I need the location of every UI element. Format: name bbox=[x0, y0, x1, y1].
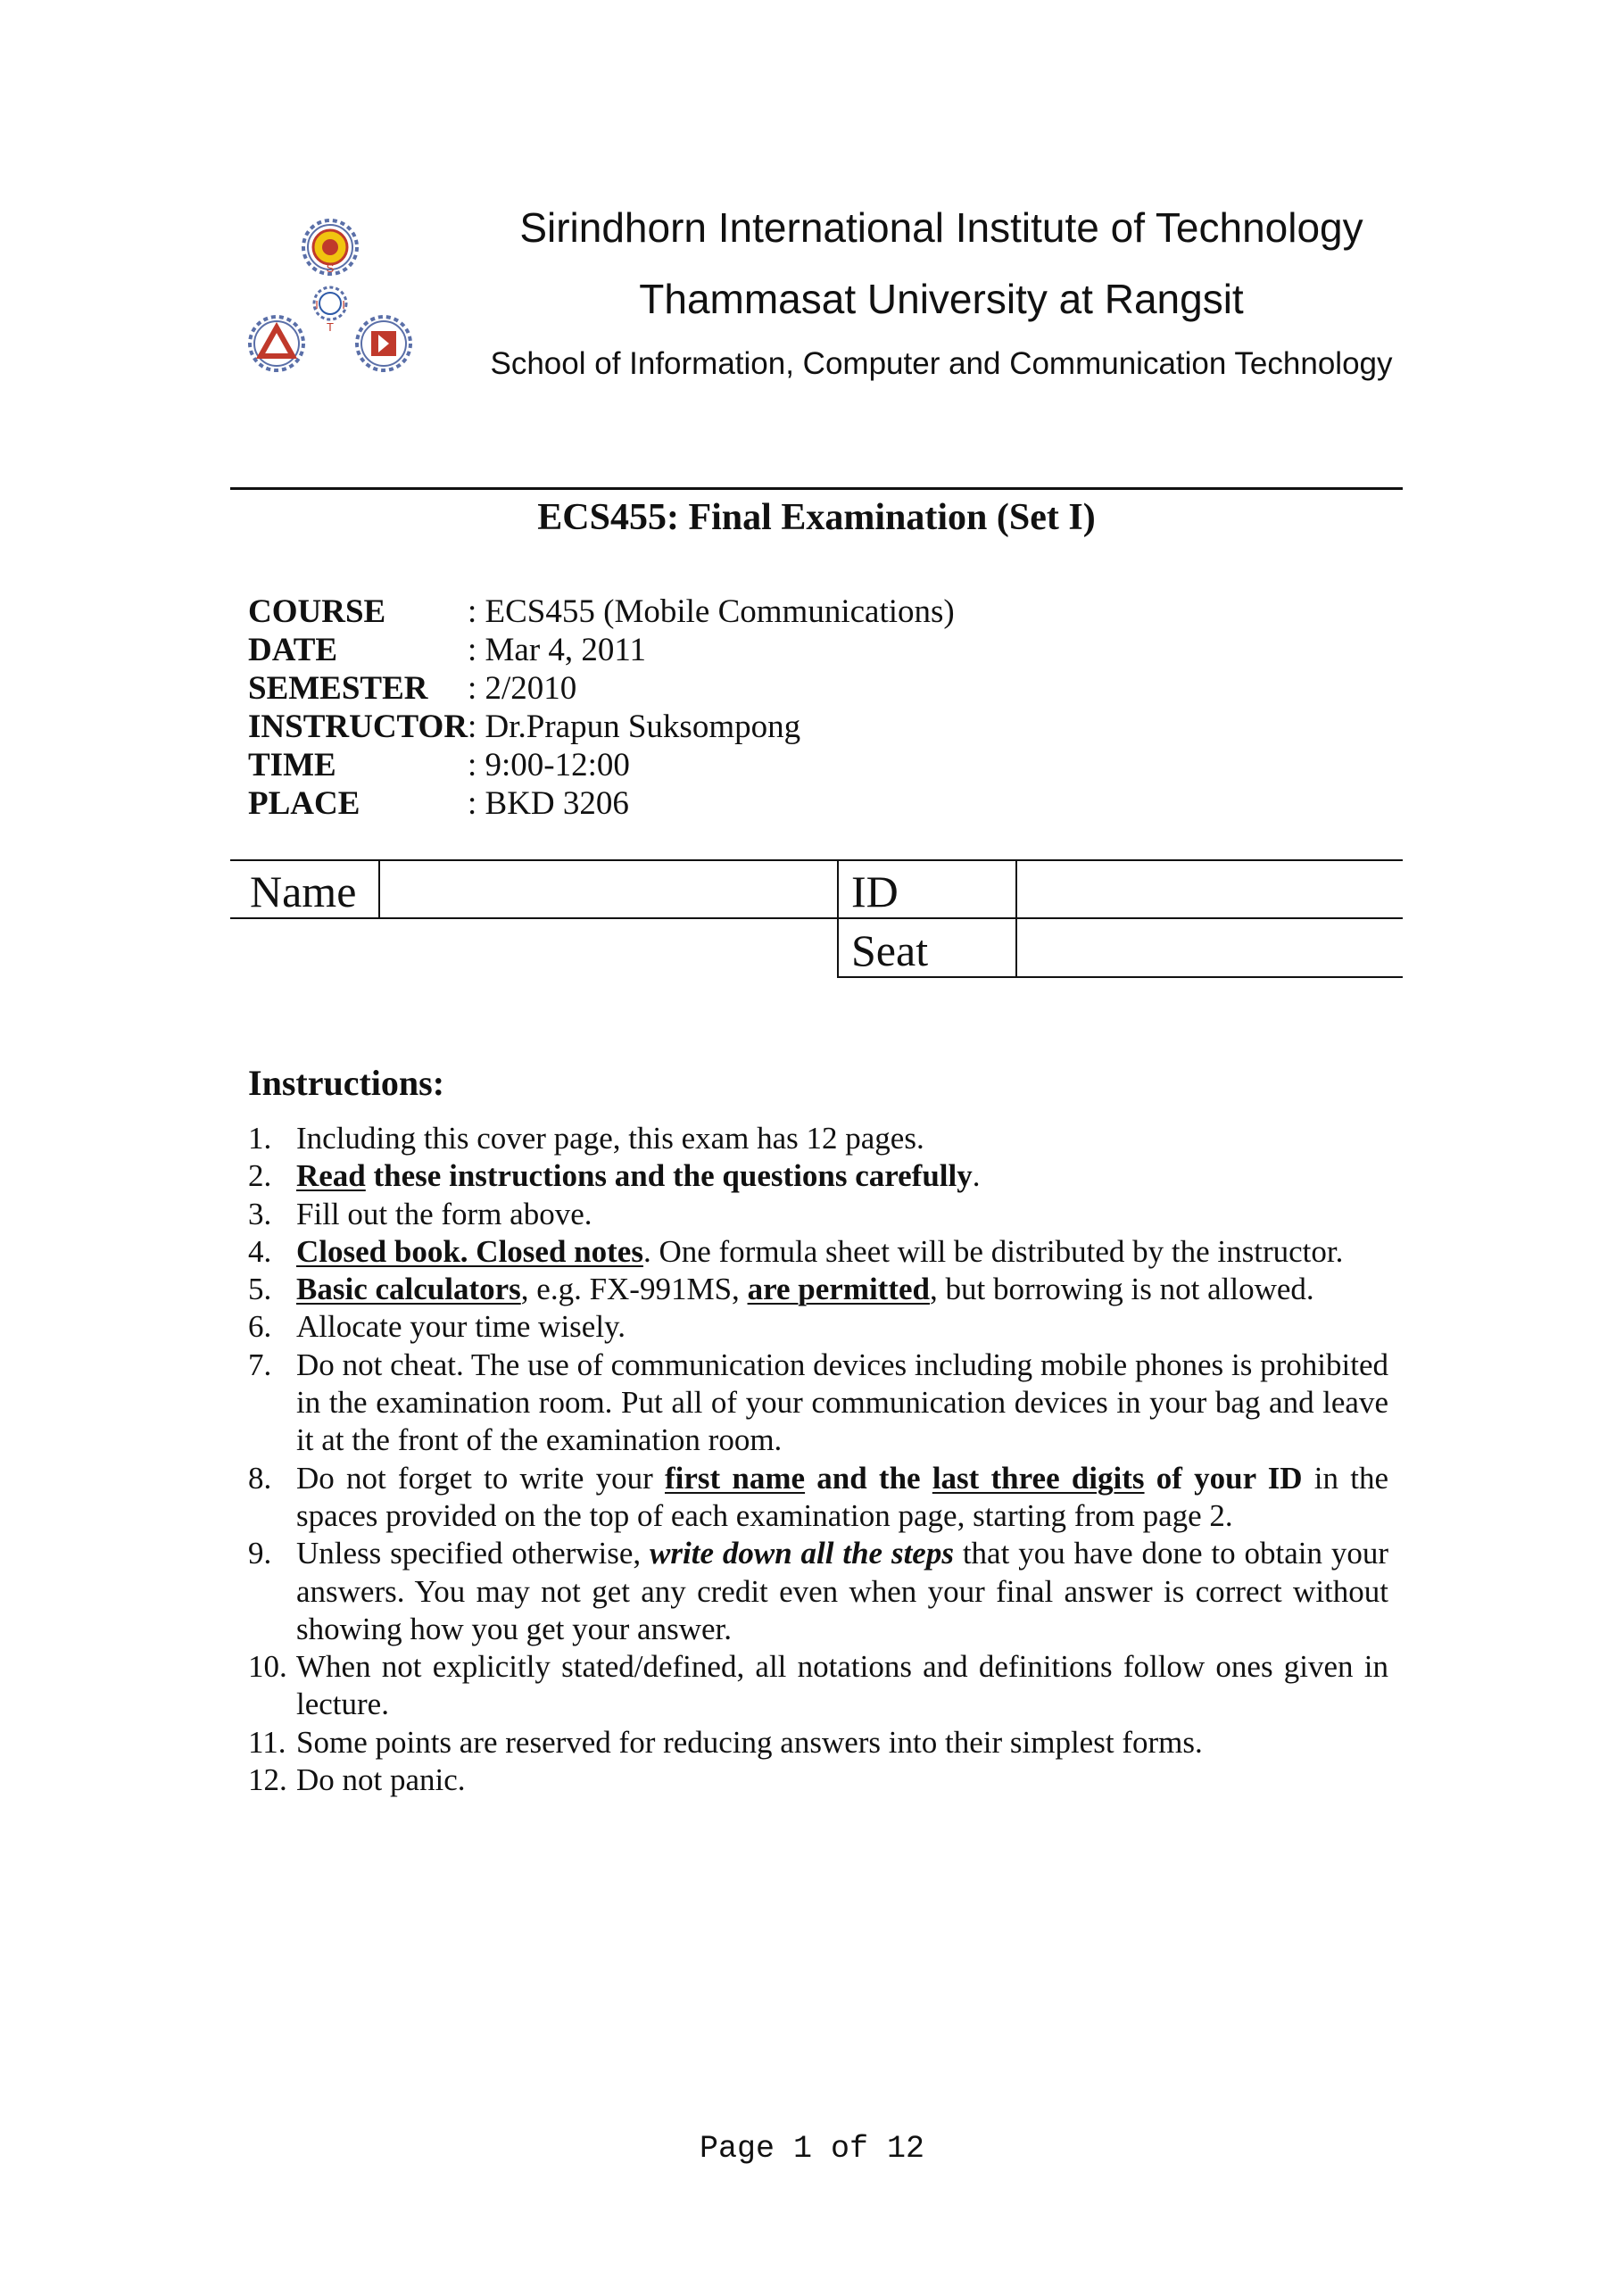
instruction-item bbox=[248, 1157, 1388, 1195]
instruction-text-segment: Closed book. Closed notes bbox=[296, 1233, 643, 1269]
course-info-row bbox=[248, 669, 955, 708]
info-key: SEMESTER bbox=[248, 670, 428, 707]
instruction-number: 1. bbox=[248, 1121, 272, 1156]
instruction-text-segment: When not explicitly stated/defined, all notations and definitions follow ones given in lecture. bbox=[296, 1649, 1388, 1722]
instruction-text-segment: are permitted bbox=[747, 1272, 930, 1307]
siit-gears-logo-icon bbox=[239, 210, 427, 393]
name-field[interactable] bbox=[380, 861, 835, 916]
info-key: COURSE bbox=[248, 593, 386, 630]
instruction-item bbox=[248, 1761, 1388, 1799]
id-field[interactable] bbox=[1017, 861, 1403, 916]
seat-label: Seat bbox=[851, 925, 929, 975]
instruction-text-segment: last three digits bbox=[932, 1460, 1145, 1496]
info-key: INSTRUCTOR bbox=[248, 709, 468, 745]
info-value: : Mar 4, 2011 bbox=[468, 632, 647, 668]
logo-letter: I bbox=[342, 298, 345, 311]
instruction-item bbox=[248, 1648, 1388, 1724]
instruction-text-segment: first name bbox=[665, 1460, 806, 1496]
course-info bbox=[248, 593, 955, 823]
instruction-item bbox=[248, 1233, 1388, 1271]
course-info-row bbox=[248, 784, 955, 823]
course-info-row bbox=[248, 708, 955, 746]
instruction-text bbox=[296, 1271, 1388, 1308]
instruction-text-segment: , e.g. FX-991MS, bbox=[520, 1272, 748, 1307]
instruction-number: 8. bbox=[248, 1460, 272, 1496]
instruction-text bbox=[296, 1308, 1388, 1346]
instruction-text bbox=[296, 1347, 1388, 1460]
instruction-text-segment: Fill out the form above. bbox=[296, 1196, 592, 1231]
exam-title: ECS455: Final Examination (Set I) bbox=[537, 497, 1096, 538]
instruction-item bbox=[248, 1271, 1388, 1308]
instruction-text-segment: . One formula sheet will be distributed by the instructor. bbox=[642, 1233, 1344, 1269]
instruction-text bbox=[296, 1233, 1388, 1271]
school-name: School of Information, Computer and Communication Technology bbox=[490, 346, 1393, 381]
instruction-text-segment: and the bbox=[805, 1460, 932, 1496]
instruction-number: 3. bbox=[248, 1196, 272, 1231]
logo-letter: S bbox=[326, 261, 335, 275]
instruction-text-segment: in the spaces provided on the top of each examination page, starting from page 2. bbox=[296, 1460, 1389, 1533]
info-value: : 2/2010 bbox=[468, 670, 577, 707]
logo-letter: I bbox=[315, 298, 319, 311]
instruction-text-segment: of your ID bbox=[1144, 1460, 1303, 1496]
instruction-item bbox=[248, 1347, 1388, 1460]
instruction-text-segment: Allocate your time wisely. bbox=[296, 1309, 626, 1345]
instruction-number: 2. bbox=[248, 1158, 272, 1194]
instruction-text-segment: Do not cheat. The use of communication devices including mobile phones is prohibited in the examination room. Put all of your communication devices in your bag and leave it at the front of the examination room. bbox=[296, 1347, 1388, 1458]
instruction-item bbox=[248, 1120, 1388, 1157]
instruction-text-segment: these instructions and the questions carefully bbox=[365, 1158, 973, 1194]
instruction-text-segment: , but borrowing is not allowed. bbox=[929, 1272, 1314, 1307]
course-info-row bbox=[248, 631, 955, 669]
header-divider bbox=[230, 487, 1403, 490]
instruction-text bbox=[296, 1196, 1388, 1233]
instruction-item bbox=[248, 1535, 1388, 1648]
instruction-number: 5. bbox=[248, 1272, 272, 1307]
instruction-number: 4. bbox=[248, 1233, 272, 1269]
instruction-item bbox=[248, 1196, 1388, 1233]
instruction-number: 12. bbox=[248, 1762, 287, 1798]
form-rule bbox=[837, 976, 1403, 978]
instruction-text-segment: . bbox=[972, 1158, 981, 1194]
university-name: Thammasat University at Rangsit bbox=[639, 276, 1244, 322]
info-key: DATE bbox=[248, 632, 338, 668]
instructions-title: Instructions: bbox=[248, 1063, 445, 1103]
instruction-number: 11. bbox=[248, 1724, 286, 1760]
name-label: Name bbox=[250, 866, 357, 916]
logo-letter: T bbox=[327, 320, 334, 334]
instruction-text-segment: Basic calculators bbox=[296, 1272, 521, 1307]
instruction-text-segment: that you have done to obtain your answers. You may not get any credit even when your final answer is correct without showing how you get your answer. bbox=[296, 1536, 1389, 1646]
instruction-text-segment: write down all the steps bbox=[650, 1536, 954, 1571]
info-value: : Dr.Prapun Suksompong bbox=[468, 709, 801, 745]
instruction-text-segment: Including this cover page, this exam has 12 pages. bbox=[296, 1121, 924, 1156]
instruction-text bbox=[296, 1648, 1388, 1724]
instruction-text bbox=[296, 1724, 1388, 1761]
info-value: : BKD 3206 bbox=[468, 785, 629, 822]
instruction-number: 9. bbox=[248, 1536, 272, 1571]
instruction-number: 7. bbox=[248, 1347, 272, 1382]
instruction-text bbox=[296, 1460, 1388, 1536]
page-number: Page 1 of 12 bbox=[699, 2131, 925, 2167]
instruction-text-segment: Do not forget to write your bbox=[296, 1460, 666, 1496]
institute-name: Sirindhorn International Institute of Technology bbox=[519, 204, 1363, 251]
instruction-text bbox=[296, 1535, 1388, 1648]
instruction-item bbox=[248, 1308, 1388, 1346]
instruction-text bbox=[296, 1157, 1388, 1195]
info-key: TIME bbox=[248, 747, 336, 783]
instruction-number: 6. bbox=[248, 1309, 272, 1345]
instruction-text bbox=[296, 1120, 1388, 1157]
instruction-text-segment: Read bbox=[296, 1158, 366, 1194]
course-info-row bbox=[248, 746, 955, 784]
seat-field[interactable] bbox=[1017, 919, 1403, 975]
info-value: : ECS455 (Mobile Communications) bbox=[468, 593, 955, 630]
instructions-list bbox=[248, 1120, 1388, 1799]
info-value: : 9:00-12:00 bbox=[468, 747, 630, 783]
instruction-text-segment: Unless specified otherwise, bbox=[296, 1536, 650, 1571]
student-info-form bbox=[230, 859, 1403, 978]
instruction-item bbox=[248, 1724, 1388, 1761]
instruction-number: 10. bbox=[248, 1649, 287, 1685]
instruction-text-segment: Some points are reserved for reducing answers into their simplest forms. bbox=[296, 1724, 1203, 1760]
instruction-text bbox=[296, 1761, 1388, 1799]
info-key: PLACE bbox=[248, 785, 360, 822]
course-info-row bbox=[248, 593, 955, 631]
instruction-item bbox=[248, 1460, 1388, 1536]
id-label: ID bbox=[851, 866, 899, 916]
form-rule bbox=[837, 859, 839, 978]
instruction-text-segment: Do not panic. bbox=[296, 1762, 466, 1798]
